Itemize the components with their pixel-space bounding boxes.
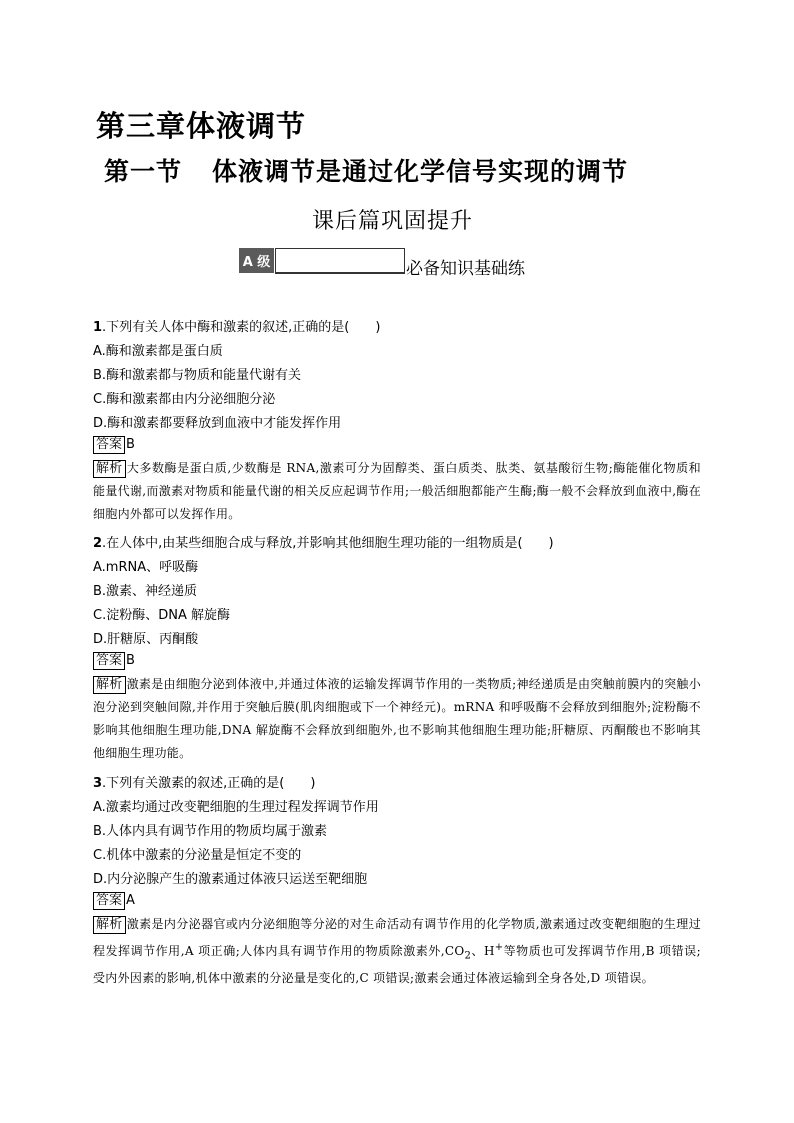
answer-label: 答案 bbox=[93, 652, 125, 670]
analysis-block bbox=[93, 913, 701, 990]
option-d: D.内分泌腺产生的激素通过体液只运送至靶细胞 bbox=[93, 872, 368, 887]
option-c: C.机体中激素的分泌量是恒定不变的 bbox=[93, 848, 302, 863]
answer-row bbox=[93, 652, 135, 670]
answer-row bbox=[93, 892, 135, 910]
option-b: B.酶和激素都与物质和能量代谢有关 bbox=[93, 368, 302, 383]
option-c: C.淀粉酶、DNA 解旋酶 bbox=[93, 608, 230, 623]
subscript-2: 2 bbox=[464, 950, 472, 962]
analysis-label: 解析 bbox=[93, 460, 126, 478]
option-a: A.酶和激素都是蛋白质 bbox=[93, 344, 223, 359]
question-number: 2 bbox=[93, 536, 103, 551]
analysis-text-part: 等物质也可发挥调节作用,B 项错误;受内外因素的影响,机体中激素的分泌量是变化的,C 项错误;激素会通过体液运输到全身各处,D 项错误。 bbox=[93, 944, 701, 986]
level-title: 必备知识基础练 bbox=[406, 259, 525, 279]
analysis-text: 大多数酶是蛋白质,少数酶是 RNA,激素可分为固醇类、蛋白质类、肽类、氨基酸衍生物;酶能催化物质和能量代谢,而激素对物质和能量代谢的相关反应起调节作用;一般活细胞都能产生酶;酶一般不会释放到血液中,酶在细胞内外都可以发挥作用。 bbox=[93, 461, 701, 521]
analysis-text-part: 激素是内分泌器官或内分泌细胞等分泌的对生命活动有调节作用的化学物质,激素通过改变靶细胞的生理过程发挥调节作用,A 项正确;人体内具有调节作用的物质除激素外,CO bbox=[93, 917, 701, 958]
section-name: 体液调节是通过化学信号实现的调节 bbox=[212, 157, 629, 186]
question-number: 3 bbox=[93, 776, 103, 791]
question-stem bbox=[93, 316, 380, 335]
option-a: A.mRNA、呼吸酶 bbox=[93, 560, 199, 575]
answer-value: B bbox=[126, 437, 135, 452]
answer-value: B bbox=[126, 653, 135, 668]
page-subtitle: 课后篇巩固提升 bbox=[312, 209, 474, 234]
analysis-text: 激素是由细胞分泌到体液中,并通过体液的运输发挥调节作用的一类物质;神经递质是由突触前膜内的突触小泡分泌到突触间隙,并作用于突触后膜(肌肉细胞或下一个神经元)。mRNA 和呼吸酶不会释放到细胞外;淀粉酶不影响其他细胞生理功能,DNA 解旋酶不会释放到细胞外,也不影响其他细胞生理功能;肝糖原、丙酮酸也不影响其他细胞生理功能。 bbox=[93, 677, 701, 760]
option-b: B.激素、神经递质 bbox=[93, 584, 198, 599]
section-number: 第一节 bbox=[104, 157, 183, 186]
question-text: .在人体中,由某些细胞合成与释放,并影响其他细胞生理功能的一组物质是( ) bbox=[102, 536, 554, 551]
question-text: .下列有关人体中酶和激素的叙述,正确的是( ) bbox=[102, 320, 381, 335]
analysis-label: 解析 bbox=[93, 676, 126, 694]
answer-label: 答案 bbox=[93, 436, 125, 454]
superscript-plus: + bbox=[494, 942, 504, 953]
question-number: 1 bbox=[93, 320, 103, 335]
option-b: B.人体内具有调节作用的物质均属于激素 bbox=[93, 824, 328, 839]
analysis-block bbox=[93, 673, 701, 765]
option-a: A.激素均通过改变靶细胞的生理过程发挥调节作用 bbox=[93, 800, 379, 815]
level-blank-box bbox=[275, 248, 405, 274]
question-text: .下列有关激素的叙述,正确的是( ) bbox=[102, 776, 316, 791]
question-stem bbox=[93, 532, 554, 551]
answer-row bbox=[93, 436, 135, 454]
question-stem bbox=[93, 772, 315, 791]
analysis-text-part: 、H bbox=[471, 944, 495, 958]
level-badge: A 级 bbox=[239, 248, 274, 273]
chapter-title: 第三章体液调节 bbox=[96, 109, 307, 143]
analysis-block bbox=[93, 457, 701, 526]
option-d: D.肝糖原、丙酮酸 bbox=[93, 632, 199, 647]
answer-value: A bbox=[126, 893, 135, 908]
analysis-label: 解析 bbox=[93, 916, 126, 934]
option-d: D.酶和激素都要释放到血液中才能发挥作用 bbox=[93, 416, 342, 431]
section-title bbox=[104, 152, 628, 188]
answer-label: 答案 bbox=[93, 892, 125, 910]
option-c: C.酶和激素都由内分泌细胞分泌 bbox=[93, 392, 276, 407]
